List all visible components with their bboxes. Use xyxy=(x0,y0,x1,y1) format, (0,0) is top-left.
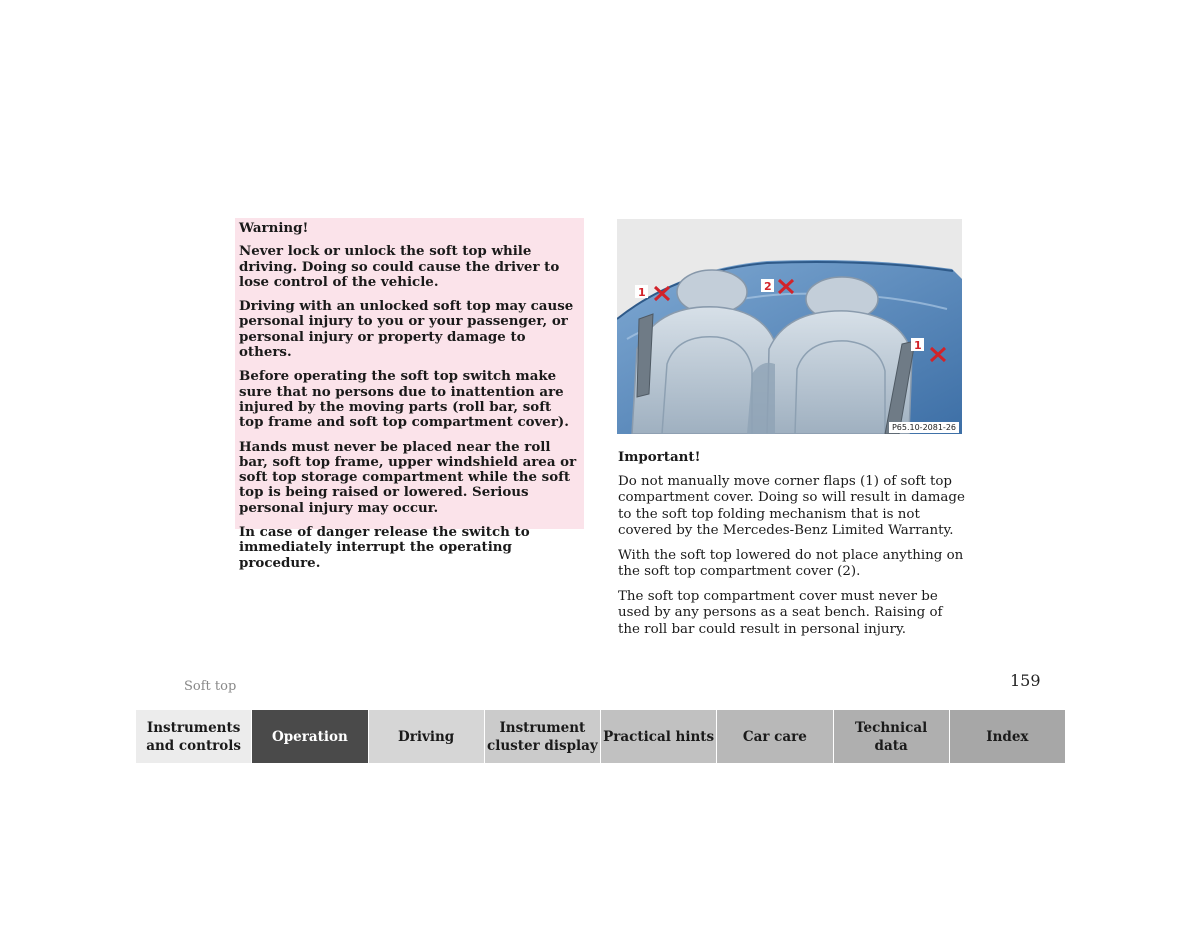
important-paragraph: Do not manually move corner flaps (1) of soft top compartment cover. Doing so will result in damage to the soft top folding mechanism that is not covered by the Mercedes-Benz Limited Warranty. xyxy=(618,473,965,538)
figure-code: P65.10-2081-26 xyxy=(889,422,959,433)
svg-text:1: 1 xyxy=(914,339,922,352)
tab-index[interactable]: Index xyxy=(950,710,1065,763)
warning-paragraph: Never lock or unlock the soft top while driving. Doing so could cause the driver to lose control of the vehicle. xyxy=(239,243,560,290)
rear-seats-drawing xyxy=(617,219,962,434)
tab-car-care[interactable]: Car care xyxy=(717,710,833,763)
tab-technical-data[interactable]: Technical data xyxy=(834,710,950,763)
warning-paragraph: In case of danger release the switch to immediately interrupt the operating procedure. xyxy=(239,524,530,571)
soft-top-illustration xyxy=(617,219,962,434)
important-paragraph: With the soft top lowered do not place anything on the soft top compartment cover (2). xyxy=(618,547,964,579)
warning-paragraph: Driving with an unlocked soft top may cause personal injury to you or your passenger, or personal injury or property damage to others. xyxy=(239,298,574,361)
important-section xyxy=(618,449,968,646)
important-title: Important! xyxy=(618,449,701,465)
warning-paragraph: Before operating the soft top switch make sure that no persons due to inattention are injured by the moving parts (roll bar, soft top frame and soft top compartment cover). xyxy=(239,368,569,431)
important-paragraph: The soft top compartment cover must never be used by any persons as a seat bench. Raising of the roll bar could result in personal injury. xyxy=(618,588,943,637)
tab-driving[interactable]: Driving xyxy=(369,710,485,763)
warning-box xyxy=(235,218,584,571)
warning-paragraph: Hands must never be placed near the roll bar, soft top frame, upper windshield area or soft top storage compartment while the soft top is being raised or lowered. Serious personal injury may occur. xyxy=(239,438,577,516)
chapter-nav xyxy=(136,710,1065,763)
tab-practical-hints[interactable]: Practical hints xyxy=(601,710,717,763)
warning-title: Warning! xyxy=(239,220,309,236)
tab-instruments-and-controls[interactable]: Instruments and controls xyxy=(136,710,252,763)
svg-text:1: 1 xyxy=(638,286,646,299)
page-number: 159 xyxy=(1010,671,1041,690)
tab-operation[interactable]: Operation xyxy=(252,710,368,763)
svg-text:2: 2 xyxy=(764,280,772,293)
section-label: Soft top xyxy=(184,679,237,694)
tab-instrument-cluster-display[interactable]: Instrument cluster display xyxy=(485,710,601,763)
